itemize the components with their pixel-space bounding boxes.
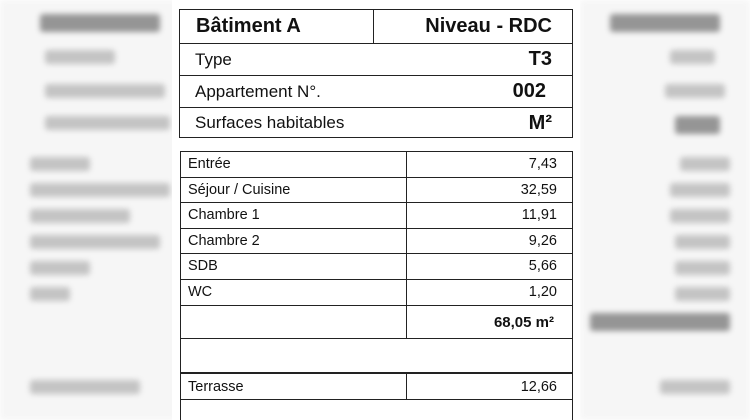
table-row <box>181 178 572 204</box>
room-area: 9,26 <box>528 232 557 249</box>
terrace-row <box>180 373 573 400</box>
terrace-name: Terrasse <box>188 379 244 395</box>
type-row <box>180 44 572 76</box>
title-divider <box>373 10 374 43</box>
header-box <box>179 9 573 138</box>
table-row <box>181 280 572 306</box>
type-value: T3 <box>528 48 552 70</box>
room-name: SDB <box>188 258 218 275</box>
room-area: 5,66 <box>528 258 557 275</box>
level-label: Niveau - RDC <box>425 15 552 37</box>
surfaces-unit: M² <box>528 112 552 134</box>
empty-row <box>180 339 573 373</box>
room-area: 11,91 <box>521 207 557 224</box>
title-row <box>180 10 572 44</box>
type-label: Type <box>195 50 232 69</box>
room-area: 32,59 <box>520 181 557 198</box>
room-name: Séjour / Cuisine <box>188 181 291 198</box>
room-name: WC <box>188 284 213 300</box>
table-row <box>181 203 572 229</box>
apartment-row <box>180 76 572 108</box>
building-label: Bâtiment A <box>196 15 301 37</box>
apartment-label: Appartement N°. <box>195 82 321 101</box>
rooms-table <box>180 151 573 339</box>
table-row <box>181 152 572 178</box>
table-row <box>181 229 572 255</box>
table-row <box>181 254 572 280</box>
apartment-value: 002 <box>512 80 546 102</box>
surfaces-label: Surfaces habitables <box>195 113 345 132</box>
terrace-column-divider <box>406 374 407 399</box>
blurred-left-panel <box>0 0 178 420</box>
room-name: Chambre 2 <box>188 232 260 249</box>
apartment-sheet <box>172 0 580 420</box>
surfaces-row <box>180 108 572 139</box>
room-area: 1,20 <box>528 284 557 300</box>
room-name: Chambre 1 <box>188 207 260 224</box>
room-area: 7,43 <box>528 156 557 172</box>
room-name: Entrée <box>188 156 231 172</box>
bottom-row <box>180 400 573 420</box>
blurred-right-panel <box>580 0 750 420</box>
terrace-area: 12,66 <box>520 379 557 395</box>
total-area: 68,05 m² <box>493 314 554 331</box>
total-row <box>181 306 572 339</box>
